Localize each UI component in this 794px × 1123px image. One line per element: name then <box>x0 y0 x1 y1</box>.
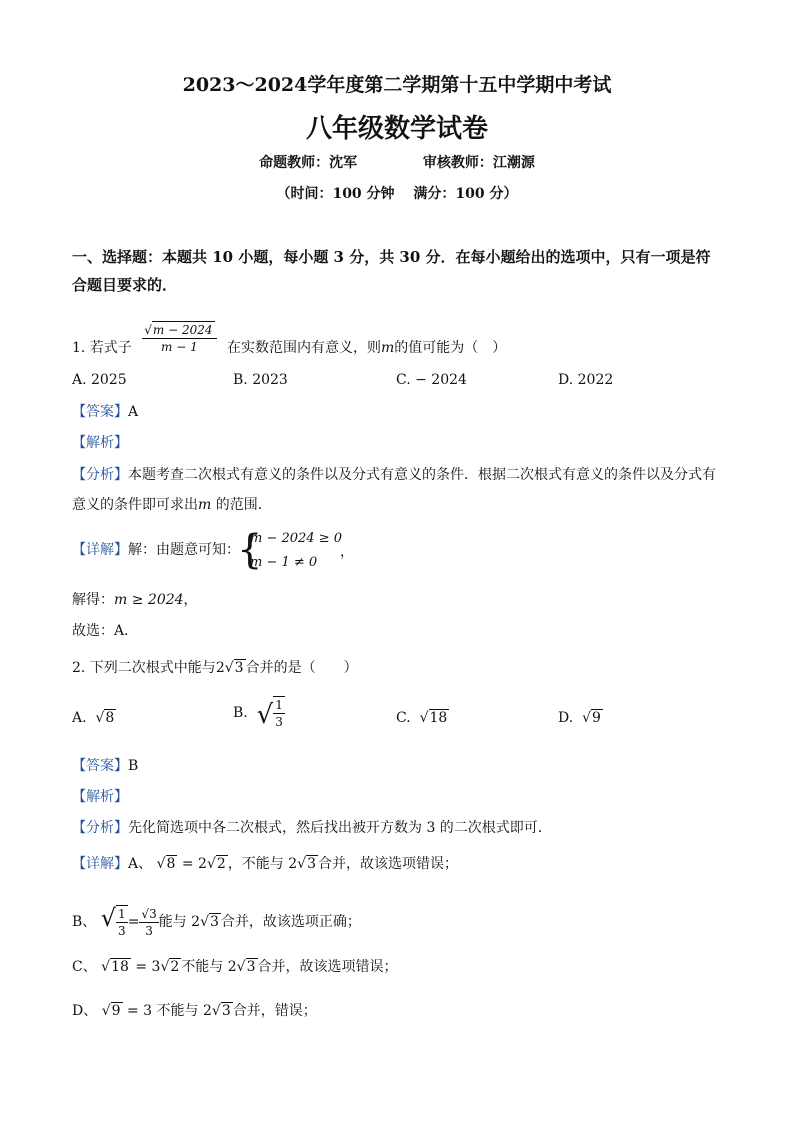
q2-option-d: D. √9 <box>558 710 601 726</box>
q1-analysis-tag: 【解析】 <box>72 435 128 451</box>
q1-option-c: C. − 2024 <box>396 372 467 388</box>
q2-analysis-tag: 【解析】 <box>72 789 128 805</box>
q2-answer: 【答案】B <box>72 758 139 774</box>
q1-system-comma: ， <box>340 544 354 560</box>
system-brace: { <box>237 527 263 573</box>
q2-detail-d: D、 √9 = 3 不能与 2√3 合并，错误； <box>72 1003 317 1019</box>
exam-title: 2023～2024学年度第二学期第十五中学期中考试 <box>182 74 612 96</box>
teachers-line <box>0 153 794 173</box>
q1-system-eq2: m − 1 ≠ 0 <box>250 555 318 570</box>
reviewer-teacher: 审核教师：江潮源 <box>422 155 535 171</box>
section-heading: 一、选择题：本题共 10 小题，每小题 3 分，共 30 分．在每小题给出的选项中，只有一项是符合题目要求的． <box>72 248 711 294</box>
q1-system-eq1: m − 2024 ≥ 0 <box>250 531 342 546</box>
q1-answer: 【答案】A <box>72 404 139 420</box>
q1-detail: 【详解】解：由题意可知： <box>72 542 240 558</box>
q1-fenxi-line1: 【分析】本题考查二次根式有意义的条件以及分式有意义的条件．根据二次根式有意义的条件以及分式有 <box>72 467 716 483</box>
q1-option-a: A. 2025 <box>72 372 127 388</box>
q2-detail-a: 【详解】A、 √8 = 2√2 ，不能与 2√3 合并，故该选项错误； <box>72 856 459 872</box>
q1-solve: 解得：m ≥ 2024， <box>72 592 198 608</box>
q1-choose: 故选：A． <box>72 623 139 639</box>
q2-option-a: A. √8 <box>72 710 115 726</box>
question-1-stem: 1. 若式子 $\frac{√m - 2024}{m - 1}$ 在实数范围内有意义，则m的值可能为（ ） <box>72 323 507 356</box>
q2-option-c: C. √18 <box>396 710 448 726</box>
q1-option-b: B. 2023 <box>233 372 288 388</box>
q1-expression: $\frac{√m - 2024}{m - 1}$ <box>142 321 216 355</box>
q2-detail-b: B、 √ $\frac{1}{3}$ = $\frac{√3}{3}$ 能与 2√3 合并，故该选项正确； <box>72 904 361 938</box>
exam-subtitle: 八年级数学试卷 <box>305 114 488 144</box>
q2-option-b: B. √ $\frac{1}{3}$ <box>233 698 283 730</box>
q2-detail-c: C、 √18 = 3√2 不能与 2√3 合并，故该选项错误； <box>72 959 398 975</box>
q1-fenxi-line2: 意义的条件即可求出m 的范围． <box>72 497 272 513</box>
question-2-stem: 2. 下列二次根式中能与2√3 合并的是（ ） <box>72 660 358 676</box>
q1-option-d: D. 2022 <box>558 372 614 388</box>
q2-fenxi: 【分析】先化简选项中各二次根式，然后找出被开方数为 3 的二次根式即可． <box>72 820 552 836</box>
setter-teacher: 命题教师：沈军 <box>259 155 358 171</box>
time-score-info: （时间：100 分钟 满分：100 分） <box>276 186 518 202</box>
